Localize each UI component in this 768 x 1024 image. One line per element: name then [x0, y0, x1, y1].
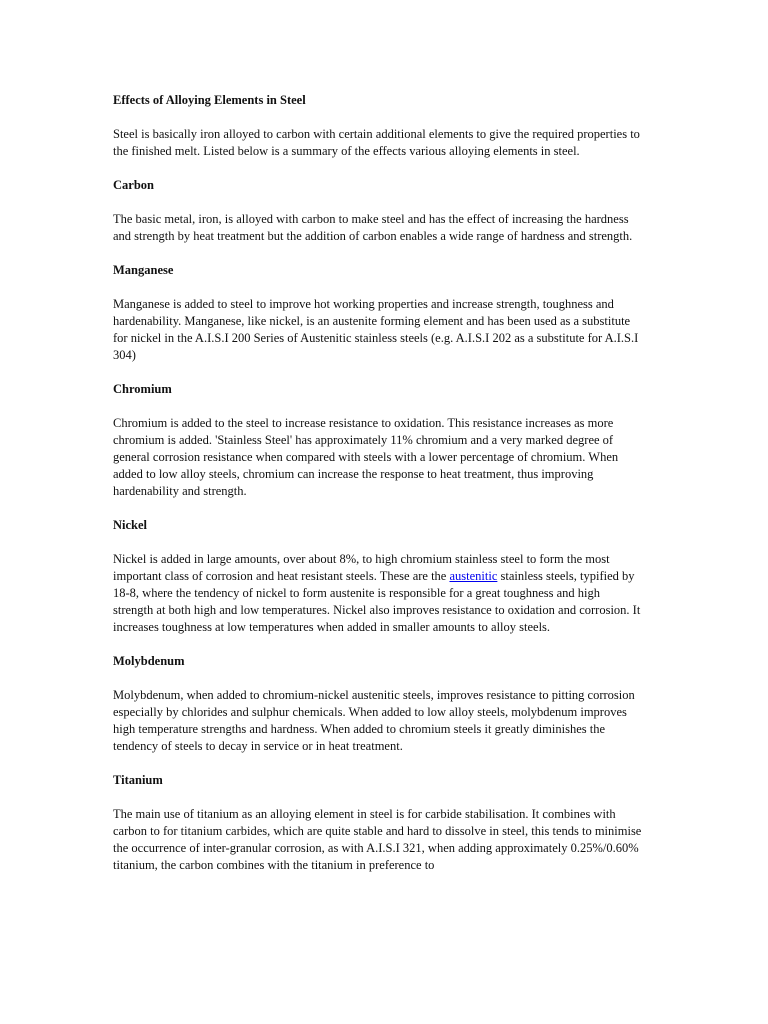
nickel-text-after-link: stainless steels, typified by 18-8, where the tendency of nickel to form austenite is responsible for a great toughness and high strength at both high and low temperatures. Nickel also improves resistance to oxidation and corrosion. It increases toughness at low temperatures when added in smaller amounts to alloy steels.	[113, 569, 641, 634]
section-chromium	[113, 381, 643, 500]
section-titanium	[113, 772, 643, 874]
document-title: Effects of Alloying Elements in Steel	[113, 93, 306, 107]
austenitic-link[interactable]: austenitic	[449, 569, 498, 583]
section-molybdenum	[113, 653, 643, 755]
section-manganese	[113, 262, 643, 364]
section-heading-molybdenum: Molybdenum	[113, 654, 185, 668]
section-heading-chromium: Chromium	[113, 382, 172, 396]
section-heading-titanium: Titanium	[113, 773, 163, 787]
section-body-chromium: Chromium is added to the steel to increase resistance to oxidation. This resistance increases as more chromium is added. 'Stainless Steel' has approximately 11% chromium and a very marked degree of general corrosion resistance when compared with steels with a lower percentage of chromium. When added to low alloy steels, chromium can increase the response to heat treatment, thus improving hardenability and strength.	[113, 416, 619, 498]
nickel-text-before-link: Nickel is added in large amounts, over about 8%, to high chromium stainless steel to form the most important class of corrosion and heat resistant steels. These are the	[113, 552, 610, 583]
section-body-nickel	[113, 551, 643, 636]
section-heading-carbon: Carbon	[113, 178, 154, 192]
intro-paragraph: Steel is basically iron alloyed to carbon with certain additional elements to give the required properties to the finished melt. Listed below is a summary of the effects various alloying elements in steel.	[113, 127, 640, 158]
document-page	[113, 92, 643, 891]
section-carbon	[113, 177, 643, 245]
section-nickel	[113, 517, 643, 636]
section-heading-manganese: Manganese	[113, 263, 174, 277]
section-body-molybdenum: Molybdenum, when added to chromium-nickel austenitic steels, improves resistance to pitting corrosion especially by chlorides and sulphur chemicals. When added to low alloy steels, molybdenum improves high temperature strengths and hardness. When added to chromium steels it greatly diminishes the tendency of steels to decay in service or in heat treatment.	[113, 688, 635, 753]
section-heading-nickel: Nickel	[113, 518, 148, 532]
section-body-carbon: The basic metal, iron, is alloyed with carbon to make steel and has the effect of increasing the hardness and strength by heat treatment but the addition of carbon enables a wide range of hardness and strength.	[113, 212, 633, 243]
section-body-manganese: Manganese is added to steel to improve hot working properties and increase strength, toughness and hardenability. Manganese, like nickel, is an austenite forming element and has been used as a substitute for nickel in the A.I.S.I 200 Series of Austenitic stainless steels (e.g. A.I.S.I 202 as a substitute for A.I.S.I 304)	[113, 297, 639, 362]
section-body-titanium: The main use of titanium as an alloying element in steel is for carbide stabilisation. It combines with carbon to for titanium carbides, which are quite stable and hard to dissolve in steel, this tends to minimise the occurrence of inter-granular corrosion, as with A.I.S.I 321, when adding approximately 0.25%/0.60% titanium, the carbon combines with the titanium in preference to	[113, 807, 642, 872]
